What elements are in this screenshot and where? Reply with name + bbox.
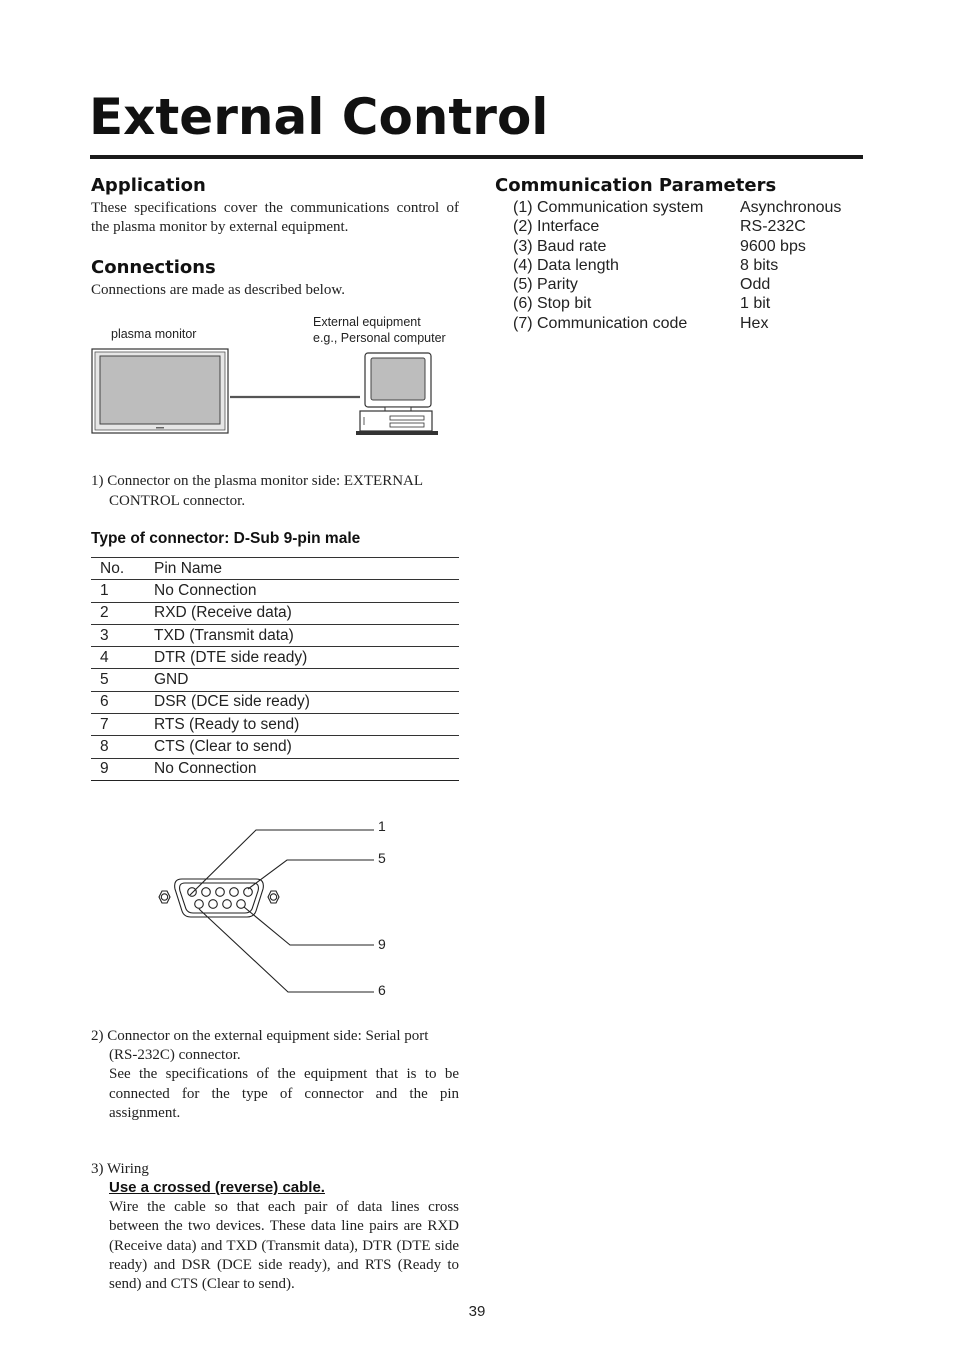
leader-line-pin-6 [199,909,374,992]
crossed-cable-emphasis: Use a crossed (reverse) cable. [109,1179,325,1196]
param-value: RS-232C [740,218,806,236]
leader-line-pin-5 [248,860,374,889]
table-row [91,736,459,758]
pin-label-5: 5 [378,850,386,866]
pin-number: 1 [91,580,154,602]
communication-parameters-heading: Communication Parameters [495,175,777,196]
external-label-2: e.g., Personal computer [313,331,446,345]
table-row [91,647,459,669]
pin-name: DTR (DTE side ready) [154,647,459,669]
connection-diagram [90,345,450,440]
pin-number: 3 [91,624,154,646]
param-name: (7) Communication code [513,314,688,332]
monitor-label: plasma monitor [111,327,197,341]
note-2-line-2: (RS-232C) connector. [109,1047,241,1063]
param-value: Odd [740,276,771,294]
note-2-line-1: 2) Connector on the external equipment side: Serial port [91,1028,429,1044]
table-header-row [91,558,459,580]
connections-text: Connections are made as described below. [91,282,345,298]
note-2-line-3: See the specifications of the equipment that is to be connected for the type of connector and the pin assignment. [109,1066,459,1121]
leader-line-pin-1 [190,830,374,895]
table-row [91,758,459,780]
pin-number: 2 [91,602,154,624]
param-name: (4) Data length [513,256,619,274]
application-text: These specifications cover the communications control of the plasma monitor by external equipment. [91,200,459,235]
pin-label-1: 1 [378,818,386,834]
param-name: (3) Baud rate [513,237,607,255]
header-no: No. [91,558,154,580]
param-name: (6) Stop bit [513,295,592,313]
table-row [91,624,459,646]
connector-type-heading: Type of connector: D-Sub 9-pin male [91,530,361,547]
pin-number: 7 [91,714,154,736]
pin-name: No Connection [154,758,459,780]
pin-number: 4 [91,647,154,669]
param-value: 1 bit [740,295,771,313]
param-value: 8 bits [740,256,779,274]
table-row [91,691,459,713]
note-3-heading: 3) Wiring [91,1161,149,1177]
wiring-text: Wire the cable so that each pair of data lines cross between the two devices. These data line pairs are RXD (Receive data) and TXD (Transmit data), DTR (DTE side ready) and DSR (DCE side ready), and RTS (Ready to send) and CTS (Clear to send). [109,1199,459,1293]
dsub-connector-diagram [150,815,390,1005]
plasma-monitor-icon [92,349,228,433]
right-screw-icon [268,891,279,903]
pin-name: No Connection [154,580,459,602]
pin-number: 8 [91,736,154,758]
title-rule [90,155,863,159]
pin-assignment-table [91,557,459,781]
external-label-1: External equipment [313,315,421,329]
pin-name: DSR (DCE side ready) [154,691,459,713]
application-heading: Application [91,175,206,196]
param-name: (5) Parity [513,276,578,294]
page-number: 39 [468,1303,486,1320]
param-value: Asynchronous [740,199,842,216]
header-pin-name: Pin Name [154,558,459,580]
param-name: (1) Communication system [513,199,704,216]
table-row [91,580,459,602]
note-1-line-1: 1) Connector on the plasma monitor side: EXTERNAL [91,473,424,489]
note-1-line-2: CONTROL connector. [109,493,246,509]
pin-name: GND [154,669,459,691]
param-value: Hex [740,314,769,332]
pin-name: TXD (Transmit data) [154,624,459,646]
leader-line-pin-9 [244,907,374,945]
table-row [91,669,459,691]
param-value: 9600 bps [740,237,806,255]
pin-label-6: 6 [378,982,386,998]
pin-name: RXD (Receive data) [154,602,459,624]
pin-number: 5 [91,669,154,691]
personal-computer-icon [356,353,438,435]
connections-heading: Connections [91,257,216,278]
table-row [91,714,459,736]
pin-name: CTS (Clear to send) [154,736,459,758]
pin-label-9: 9 [378,936,386,952]
pin-number: 6 [91,691,154,713]
table-row [91,602,459,624]
page-title: External Control [89,88,549,146]
pin-number: 9 [91,758,154,780]
pin-name: RTS (Ready to send) [154,714,459,736]
param-name: (2) Interface [513,218,600,236]
left-screw-icon [159,891,170,903]
